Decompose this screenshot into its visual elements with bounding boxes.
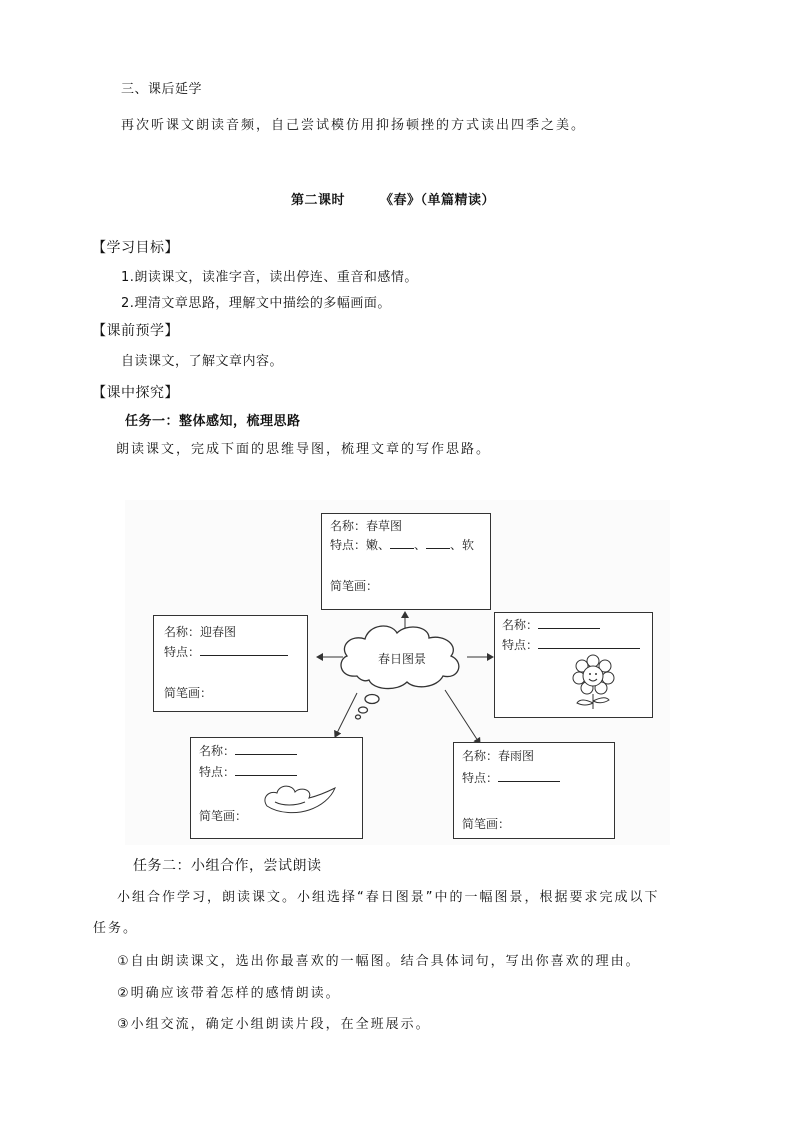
box-bottom-left-name (199, 743, 297, 759)
section-text: 再次听课文朗读音频，自己尝试模仿用抑扬顿挫的方式读出四季之美。 (121, 118, 587, 133)
preview-heading: 【课前预学】 (92, 323, 179, 339)
blank-line (538, 617, 600, 629)
blank-line (390, 537, 414, 549)
mind-map-box-top (321, 513, 491, 610)
objectives-heading: 【学习目标】 (92, 240, 179, 256)
box-bottom-left-features (199, 764, 297, 780)
box-right-features-label: 特点： (502, 638, 539, 652)
blank-line (235, 743, 297, 755)
blank-line (200, 644, 288, 656)
lesson-title-part1: 第二课时 (291, 193, 346, 208)
section-heading: 三、课后延学 (121, 82, 203, 97)
blank-line (538, 637, 640, 649)
arrow-bottom-right (445, 690, 480, 744)
task2-text-line2: 任务。 (93, 921, 139, 936)
objective-item-1: 1.朗读课文，读准字音，读出停连、重音和感情。 (121, 270, 418, 285)
mind-map-box-bottom-right (453, 742, 615, 839)
preview-text: 自读课文，了解文章内容。 (121, 354, 284, 369)
cloud-sketch-icon (261, 780, 341, 820)
task2-step-3: ③小组交流，确定小组朗读片段，在全班展示。 (117, 1017, 431, 1032)
mind-map-box-bottom-left (190, 737, 363, 839)
box-left-name: 名称：迎春图 (164, 625, 237, 639)
box-bottom-right-features-label: 特点： (462, 771, 499, 785)
box-top-features-prefix: 特点：嫩、 (330, 538, 391, 552)
box-left-features-label: 特点： (164, 645, 201, 659)
box-top-sketch: 简笔画： (330, 579, 379, 593)
explore-heading: 【课中探究】 (92, 385, 179, 401)
box-right-name (502, 617, 600, 633)
task1-title: 任务一：整体感知，梳理思路 (125, 414, 301, 429)
mind-map-box-left (153, 615, 308, 712)
box-top-features (330, 537, 474, 553)
box-top-name: 名称：春草图 (330, 519, 403, 533)
box-top-features-sep: 、 (414, 538, 427, 552)
task2-title: 任务二：小组合作，尝试朗读 (133, 858, 322, 874)
arrow-bottom-left (335, 693, 357, 737)
box-left-sketch: 简笔画： (164, 686, 213, 700)
task2-step-2: ②明确应该带着怎样的感情朗读。 (117, 986, 341, 1001)
flower-sketch-icon (563, 653, 623, 711)
box-bottom-right-sketch: 简笔画： (462, 817, 511, 831)
box-bottom-left-name-label: 名称： (199, 744, 236, 758)
box-bottom-right-features (462, 770, 560, 786)
box-bottom-left-sketch: 简笔画： (199, 809, 248, 823)
task1-text: 朗读课文，完成下面的思维导图，梳理文章的写作思路。 (116, 442, 492, 457)
box-top-features-suffix: 、软 (450, 538, 475, 552)
mind-map (125, 500, 670, 845)
box-bottom-right-name: 名称：春雨图 (462, 749, 535, 763)
task2-text-line1: 小组合作学习，朗读课文。小组选择“春日图景”中的一幅图景，根据要求完成以下 (117, 890, 660, 905)
box-left-features (164, 644, 288, 660)
mind-map-center-label: 春日图景 (378, 652, 427, 666)
objective-item-2: 2.理清文章思路，理解文中描绘的多幅画面。 (121, 296, 391, 311)
blank-line (235, 764, 297, 776)
blank-line (498, 770, 560, 782)
mind-map-box-right (494, 612, 653, 718)
lesson-title-part2: 《春》（单篇精读） (380, 193, 496, 208)
box-bottom-left-features-label: 特点： (199, 765, 236, 779)
box-right-features (502, 637, 640, 653)
task2-step-1: ①自由朗读课文，选出你最喜欢的一幅图。结合具体词句，写出你喜欢的理由。 (117, 954, 641, 969)
cloud-shape (341, 626, 459, 719)
blank-line (426, 537, 450, 549)
box-right-name-label: 名称： (502, 618, 539, 632)
